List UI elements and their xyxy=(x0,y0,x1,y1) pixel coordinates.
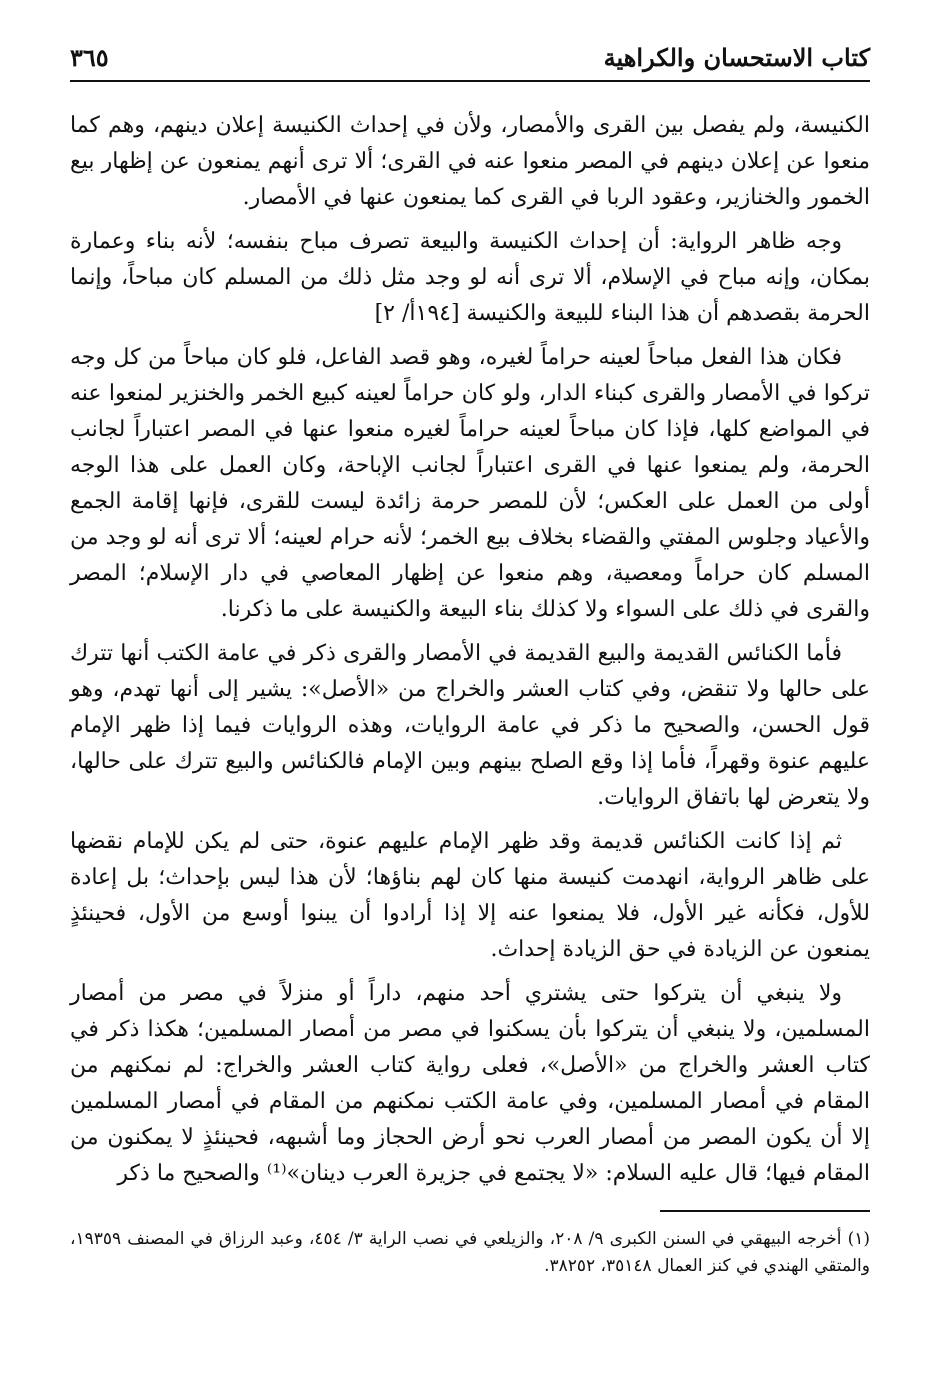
footnote: (١) أخرجه البيهقي في السنن الكبرى ٩/ ٢٠٨، والزيلعي في نصب الراية ٣/ ٤٥٤، وعبد الرزاق في المصنف ١٩٣٥٩، والمتقي الهندي في كنز العمال ٣٥١٤٨، ٣٨٢٥٢. xyxy=(70,1229,870,1276)
page-number: ٣٦٥ xyxy=(70,43,109,72)
document-page xyxy=(70,36,870,1336)
paragraph: فكان هذا الفعل مباحاً لعينه حراماً لغيره، وهو قصد الفاعل، فلو كان مباحاً من كل وجه تركوا في الأمصار والقرى كبناء الدار، ولو كان حراماً لعينه كبيع الخمر والخنزير لمنعوا عنه في المواضع كلها، فإذا كان مباحاً لعينه حراماً لغيره منعوا عنها في المصر اعتباراً لجانب الحرمة، ولم يمنعوا عنها في القرى اعتباراً لجانب الإباحة، وكان العمل على هذا الوجه أولى من العمل على العكس؛ لأن للمصر حرمة زائدة ليست للقرى، فإنها إقامة الجمع والأعياد وجلوس المفتي والقضاء بخلاف بيع الخمر؛ لأنه حرام لعينه؛ ألا ترى أنه لو وجد من المسلم كان حراماً ومعصية، وهم منعوا عن إظهار المعاصي في دار الإسلام؛ المصر والقرى في ذلك على السواء ولا كذلك بناء البيعة والكنيسة على ما ذكرنا. xyxy=(70,345,870,622)
running-title: كتاب الاستحسان والكراهية xyxy=(603,43,870,72)
paragraph: وجه ظاهر الرواية: أن إحداث الكنيسة والبيعة تصرف مباح بنفسه؛ لأنه بناء وعمارة بمكان، وإنه مباح في الإسلام، ألا ترى أنه لو وجد مثل ذلك من المسلم كان مباحاً، وإنما الحرمة بقصدهم أن هذا البناء للبيعة والكنيسة [١٩٤أ/ ٢] xyxy=(70,229,870,326)
page-header xyxy=(70,36,870,82)
footnotes xyxy=(70,1226,870,1280)
paragraph: ثم إذا كانت الكنائس قديمة وقد ظهر الإمام عليهم عنوة، حتى لم يكن للإمام نقضها على ظاهر الرواية، انهدمت كنيسة منها كان لهم بناؤها؛ لأن هذا ليس بإحداث؛ بل إعادة للأول، فكأنه غير الأول، فلا يمنعوا عنه إلا إذا أرادوا أن يبنوا أوسع من الأول، فحينئذٍ يمنعون عن الزيادة في حق الزيادة إحداث. xyxy=(70,829,870,962)
main-text xyxy=(70,108,870,1192)
paragraph: فأما الكنائس القديمة والبيع القديمة في الأمصار والقرى ذكر في عامة الكتب أنها تترك على حالها ولا تنقض، وفي كتاب العشر والخراج من «الأصل»: يشير إلى أنها تهدم، وهو قول الحسن، والصحيح ما ذكر في عامة الروايات، وهذه الروايات فيما إذا ظهر الإمام عليهم عنوة وقهراً، فأما إذا وقع الصلح بينهم وبين الإمام فالكنائس والبيع تترك على حالها، ولا يتعرض لها باتفاق الروايات. xyxy=(70,641,870,810)
footnote-divider xyxy=(660,1210,870,1212)
paragraph: ولا ينبغي أن يتركوا حتى يشتري أحد منهم، داراً أو منزلاً في مصر من أمصار المسلمين، ولا ينبغي أن يتركوا بأن يسكنوا في مصر من أمصار المسلمين؛ هكذا ذكر في كتاب العشر والخراج من «الأصل»، فعلى رواية كتاب العشر والخراج: لم نمكنهم من المقام في أمصار المسلمين، وفي عامة الكتب نمكنهم من المقام في أمصار المسلمين إلا أن يكون المصر من أمصار العرب نحو أرض الحجاز وما أشبهه، فحينئذٍ لا يمكنون من المقام فيها؛ قال عليه السلام: «لا يجتمع في جزيرة العرب دينان»⁽¹⁾ والصحيح ما ذكر xyxy=(70,981,871,1186)
paragraph: الكنيسة، ولم يفصل بين القرى والأمصار، ولأن في إحداث الكنيسة إعلان دينهم، وهم كما منعوا عن إعلان دينهم في المصر منعوا عنه في القرى؛ ألا ترى أنهم يمنعون عن إظهار بيع الخمور والخنازير، وعقود الربا في القرى كما يمنعون عنها في الأمصار. xyxy=(70,113,870,210)
